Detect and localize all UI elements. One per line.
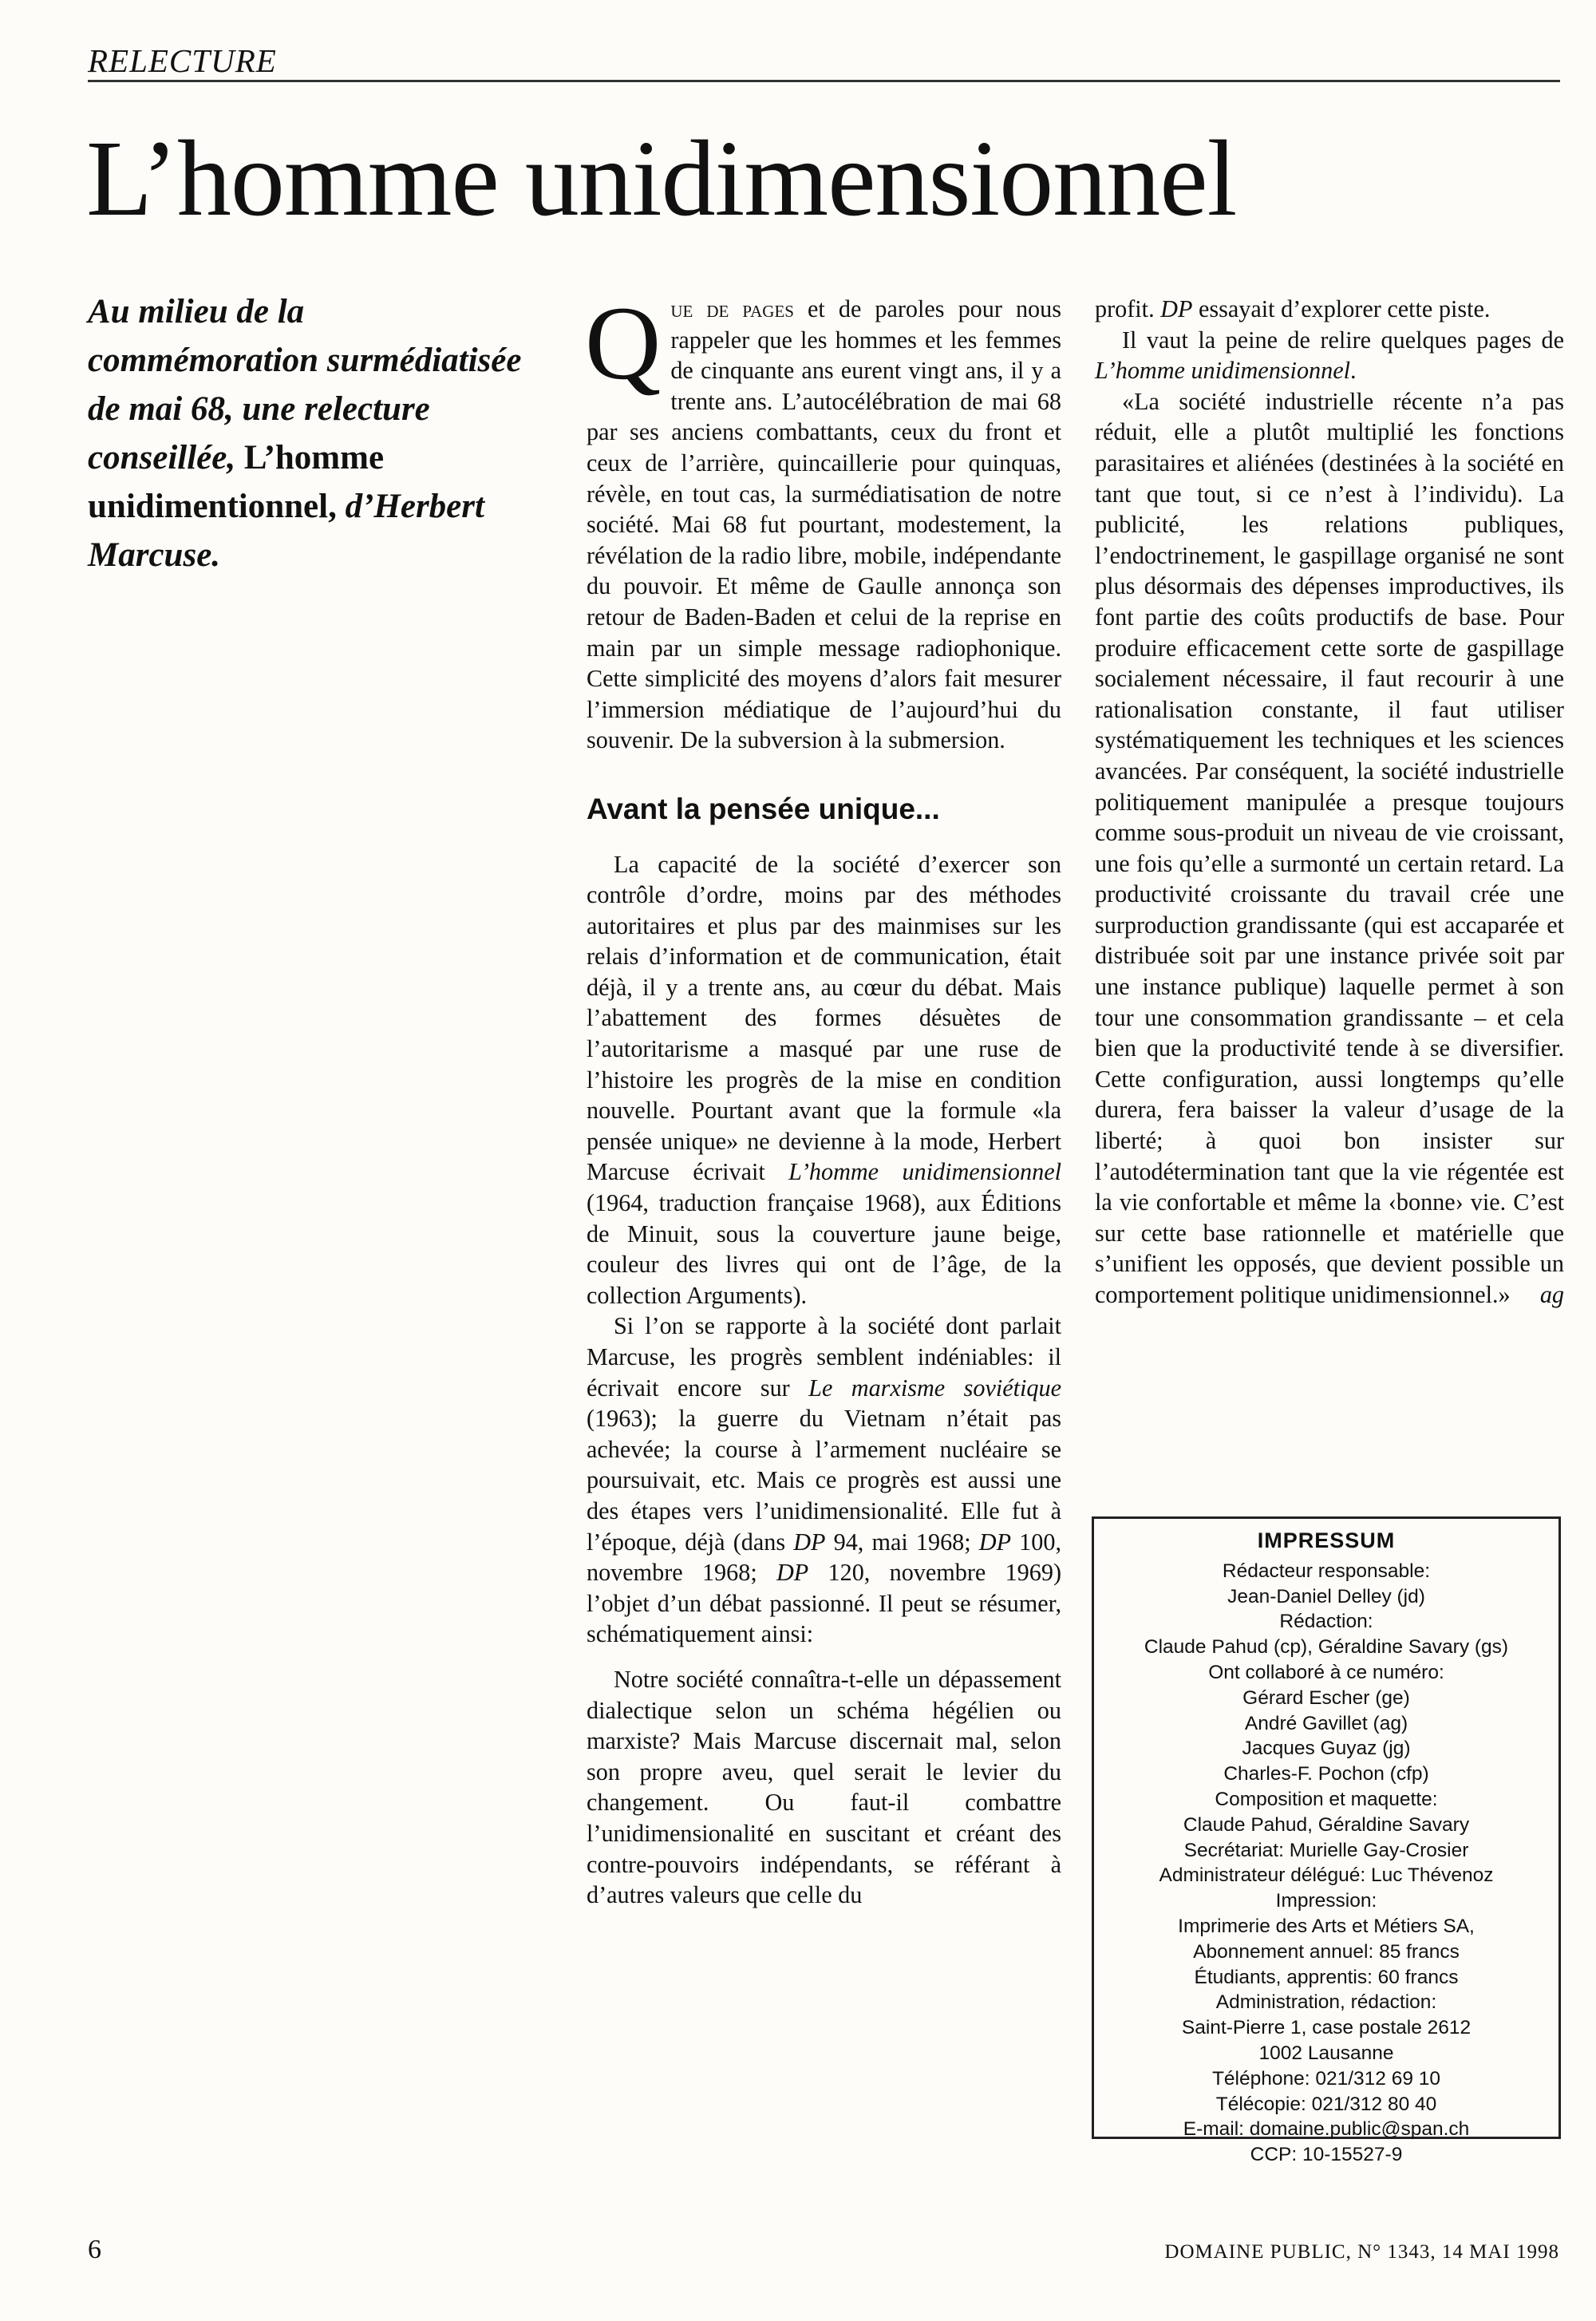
paragraph-text: La capacité de la société d’exercer son contrôle d’ordre, moins par des méthodes autoritaires et plus par des mainmises sur les relais d’information et de communication, était déjà, il y a trente ans, au cœur du débat. Mais l’abattement des formes désuètes de l’autoritarisme a masqué par une ruse de l’histoire les progrès de la mise en condition nouvelle. Pourtant avant que la formule «la pensée unique» ne devienne à la mode, Herbert Marcuse écrivait xyxy=(587,850,1061,1186)
paragraph-text: essayait d’explorer cette piste. xyxy=(1192,295,1491,322)
author-signature: ag xyxy=(1539,1281,1564,1308)
impressum-box xyxy=(1092,1516,1561,2166)
paragraph-text: Si l’on se rapporte à la société dont parlait Marcuse, les progrès semblent indéniables: il écrivait encore sur xyxy=(587,1312,1061,1402)
paragraph-text: profit. xyxy=(1095,295,1161,322)
article-paragraph xyxy=(587,1664,1061,1911)
impressum-line: Claude Pahud, Géraldine Savary xyxy=(1183,1813,1470,1836)
impressum-line: E-mail: domaine.public@span.ch xyxy=(1183,2118,1470,2141)
lead-author: d’Herbert Marcuse. xyxy=(88,488,484,574)
article-paragraph xyxy=(585,284,1061,756)
impressum-line: Abonnement annuel: 85 francs xyxy=(1193,1940,1460,1963)
article-paragraph xyxy=(587,849,1061,1311)
impressum-line: Ont collaboré à ce numéro: xyxy=(1208,1661,1444,1683)
quote-text: «La société industrielle récente n’a pas réduit, elle a plutôt multiplié les fonctions parasitaires et aliénées (destinées à la société en tant que tout, si ce n’est à l’individu). La publicité, les relations publiques, l’endoctrinement, le gaspillage organisé ne sont plus désormais des dépenses improductives, ils font partie des coûts productifs de base. Pour produire efficacement cette sorte de gaspillage socialement nécessaire, il faut recourir à une rationalisation constante, il faut utiliser systématiquement les techniques et les sciences avancées. Par conséquent, la société industrielle politiquement manipulée a presque toujours comme sous-produit un niveau de vie croissant, une fois qu’elle a surmonté un certain retard. La productivité croissante du travail crée une surproduction grandissante (qui est accaparée et distribuée soit par une instance privée soit par une instance publique) laquelle permet à son tour une consommation grandissante – et cela bien que la productivité tende à se diversifier. Cette configuration, aussi longtemps qu’elle durera, fera baisser la valeur d’usage de la liberté; à quoi bon insister sur l’autodétermination tant que la vie régentée est la vie confortable et même la ‹bonne› vie. C’est sur cette base rationnelle et matérielle que s’unifient les opposés, que devient possible un comportement politique unidimensionnel.» xyxy=(1095,387,1564,1308)
impressum-line: CCP: 10-15527-9 xyxy=(1250,2144,1403,2166)
paragraph-text: 94, mai 1968; xyxy=(825,1528,979,1556)
article-paragraph xyxy=(587,1311,1061,1650)
book-title: Le marxisme soviétique xyxy=(808,1374,1061,1402)
dp-ref: DP xyxy=(978,1528,1012,1556)
paragraph-text: 120, novembre 1969) l’objet d’un débat passionné. Il peut se résumer, schématiquement ainsi: xyxy=(587,1559,1061,1648)
article-column-2 xyxy=(1095,294,1564,1311)
impressum-line: Impression: xyxy=(1275,1890,1377,1912)
paragraph-text: (1963); la guerre du Vietnam n’était pas achevée; la course à l’armement nucléaire se poursuivait, etc. Mais ce progrès est aussi une des étapes vers l’unidimensionalité. Elle fut à l’époque, déjà (dans xyxy=(587,1405,1061,1556)
dp-ref: DP xyxy=(793,1528,826,1556)
impressum-line: Secrétariat: Murielle Gay-Crosier xyxy=(1183,1839,1469,1861)
dp-ref: DP xyxy=(1160,295,1193,322)
impressum-line: Téléphone: 021/312 69 10 xyxy=(1211,2067,1441,2090)
article-paragraph xyxy=(1095,294,1564,325)
impressum-line: Étudiants, apprentis: 60 francs xyxy=(1194,1966,1459,1988)
impressum-line: Rédacteur responsable: xyxy=(1222,1560,1431,1582)
impressum-line: Claude Pahud (cp), Géraldine Savary (gs) xyxy=(1144,1636,1509,1659)
article-column-1 xyxy=(585,284,1062,1911)
impressum-line: Télécopie: 021/312 80 40 xyxy=(1215,2093,1437,2115)
paragraph-text: et de paroles pour nous rappeler que les hommes et les femmes de cinquante ans eurent vingt ans, il y a trente ans. L’autocélébration de mai 68 par ses anciens combattants, ceux du front et ceux de l’arrière, quincaillerie pour quinquas, révèle, en tout cas, la surmédiatisation de notre société. Mai 68 fut pourtant, modestement, la révélation de la radio libre, mobile, indépendante du pouvoir. Et même de Gaulle annonça son retour de Baden-Baden et celui de la reprise en main par un simple message radiophonique. Cette simplicité des moyens d’alors fait mesurer l’immersion médiatique de l’aujourd’hui du souvenir. De la subversion à la submersion. xyxy=(587,295,1061,754)
impressum-line: 1002 Lausanne xyxy=(1258,2042,1394,2064)
paragraph-text: 100, novembre 1968; xyxy=(587,1528,1062,1587)
article-lead xyxy=(88,287,535,579)
impressum-line: Saint-Pierre 1, case postale 2612 xyxy=(1181,2017,1472,2039)
section-divider xyxy=(88,80,1560,82)
impressum-line: Imprimerie des Arts et Métiers SA, xyxy=(1178,1915,1475,1937)
paragraph-text: Il vaut la peine de relire quelques pages de xyxy=(1122,326,1564,354)
paragraph-text: . xyxy=(1350,357,1357,385)
article-paragraph xyxy=(1095,325,1564,386)
subheading: Avant la pensée unique... xyxy=(587,792,940,825)
impressum-line: Charles-F. Pochon (cfp) xyxy=(1223,1763,1429,1785)
impressum-line: Jean-Daniel Delley (jd) xyxy=(1227,1585,1425,1607)
impressum-line: Gérard Escher (ge) xyxy=(1242,1686,1410,1709)
impressum-line: André Gavillet (ag) xyxy=(1244,1712,1408,1734)
dp-ref: DP xyxy=(776,1559,809,1587)
paragraph-text: Notre société connaîtra-t-elle un dépassement dialectique selon un schéma hégélien ou marxiste? Mais Marcuse discernait mal, selon son propre aveu, quel serait le levier du changement. Ou faut-il combattre l’unidimensionalité en suscitant et créant des contre-pouvoirs indépendants, se référant à d’autres valeurs que celle du xyxy=(587,1665,1061,1909)
impressum-title: IMPRESSUM xyxy=(1257,1528,1396,1552)
impressum-line: Composition et maquette: xyxy=(1215,1788,1438,1810)
publication-footer: DOMAINE PUBLIC, N° 1343, 14 MAI 1998 xyxy=(1164,2241,1559,2263)
impressum-line: Administrateur délégué: Luc Thévenoz xyxy=(1159,1864,1494,1887)
book-title: L’homme unidimensionnel xyxy=(1095,357,1351,385)
lead-book-title: L’homme unidimentionnel, xyxy=(88,439,385,525)
article-title: L’homme unidimensionnel xyxy=(86,119,1237,239)
article-quote xyxy=(1095,386,1564,1311)
book-title: L’homme unidimensionnel xyxy=(788,1158,1061,1186)
opening-smallcaps: ue de pages xyxy=(670,295,794,322)
drop-cap: Q xyxy=(585,284,662,401)
section-label: RELECTURE xyxy=(88,42,277,79)
page-number: 6 xyxy=(88,2235,101,2264)
paragraph-text: (1964, traduction française 1968), aux Éditions de Minuit, sous la couverture jaune beige, couleur des livres qui ont de l’âge, de la collection Arguments). xyxy=(587,1189,1061,1309)
impressum-line: Jacques Guyaz (jg) xyxy=(1242,1738,1411,1760)
impressum-line: Administration, rédaction: xyxy=(1215,1991,1437,2014)
lead-text: Au milieu de la commémoration surmédiatisée de mai 68, une relecture conseillée, xyxy=(88,293,522,476)
impressum-line: Rédaction: xyxy=(1279,1611,1373,1633)
